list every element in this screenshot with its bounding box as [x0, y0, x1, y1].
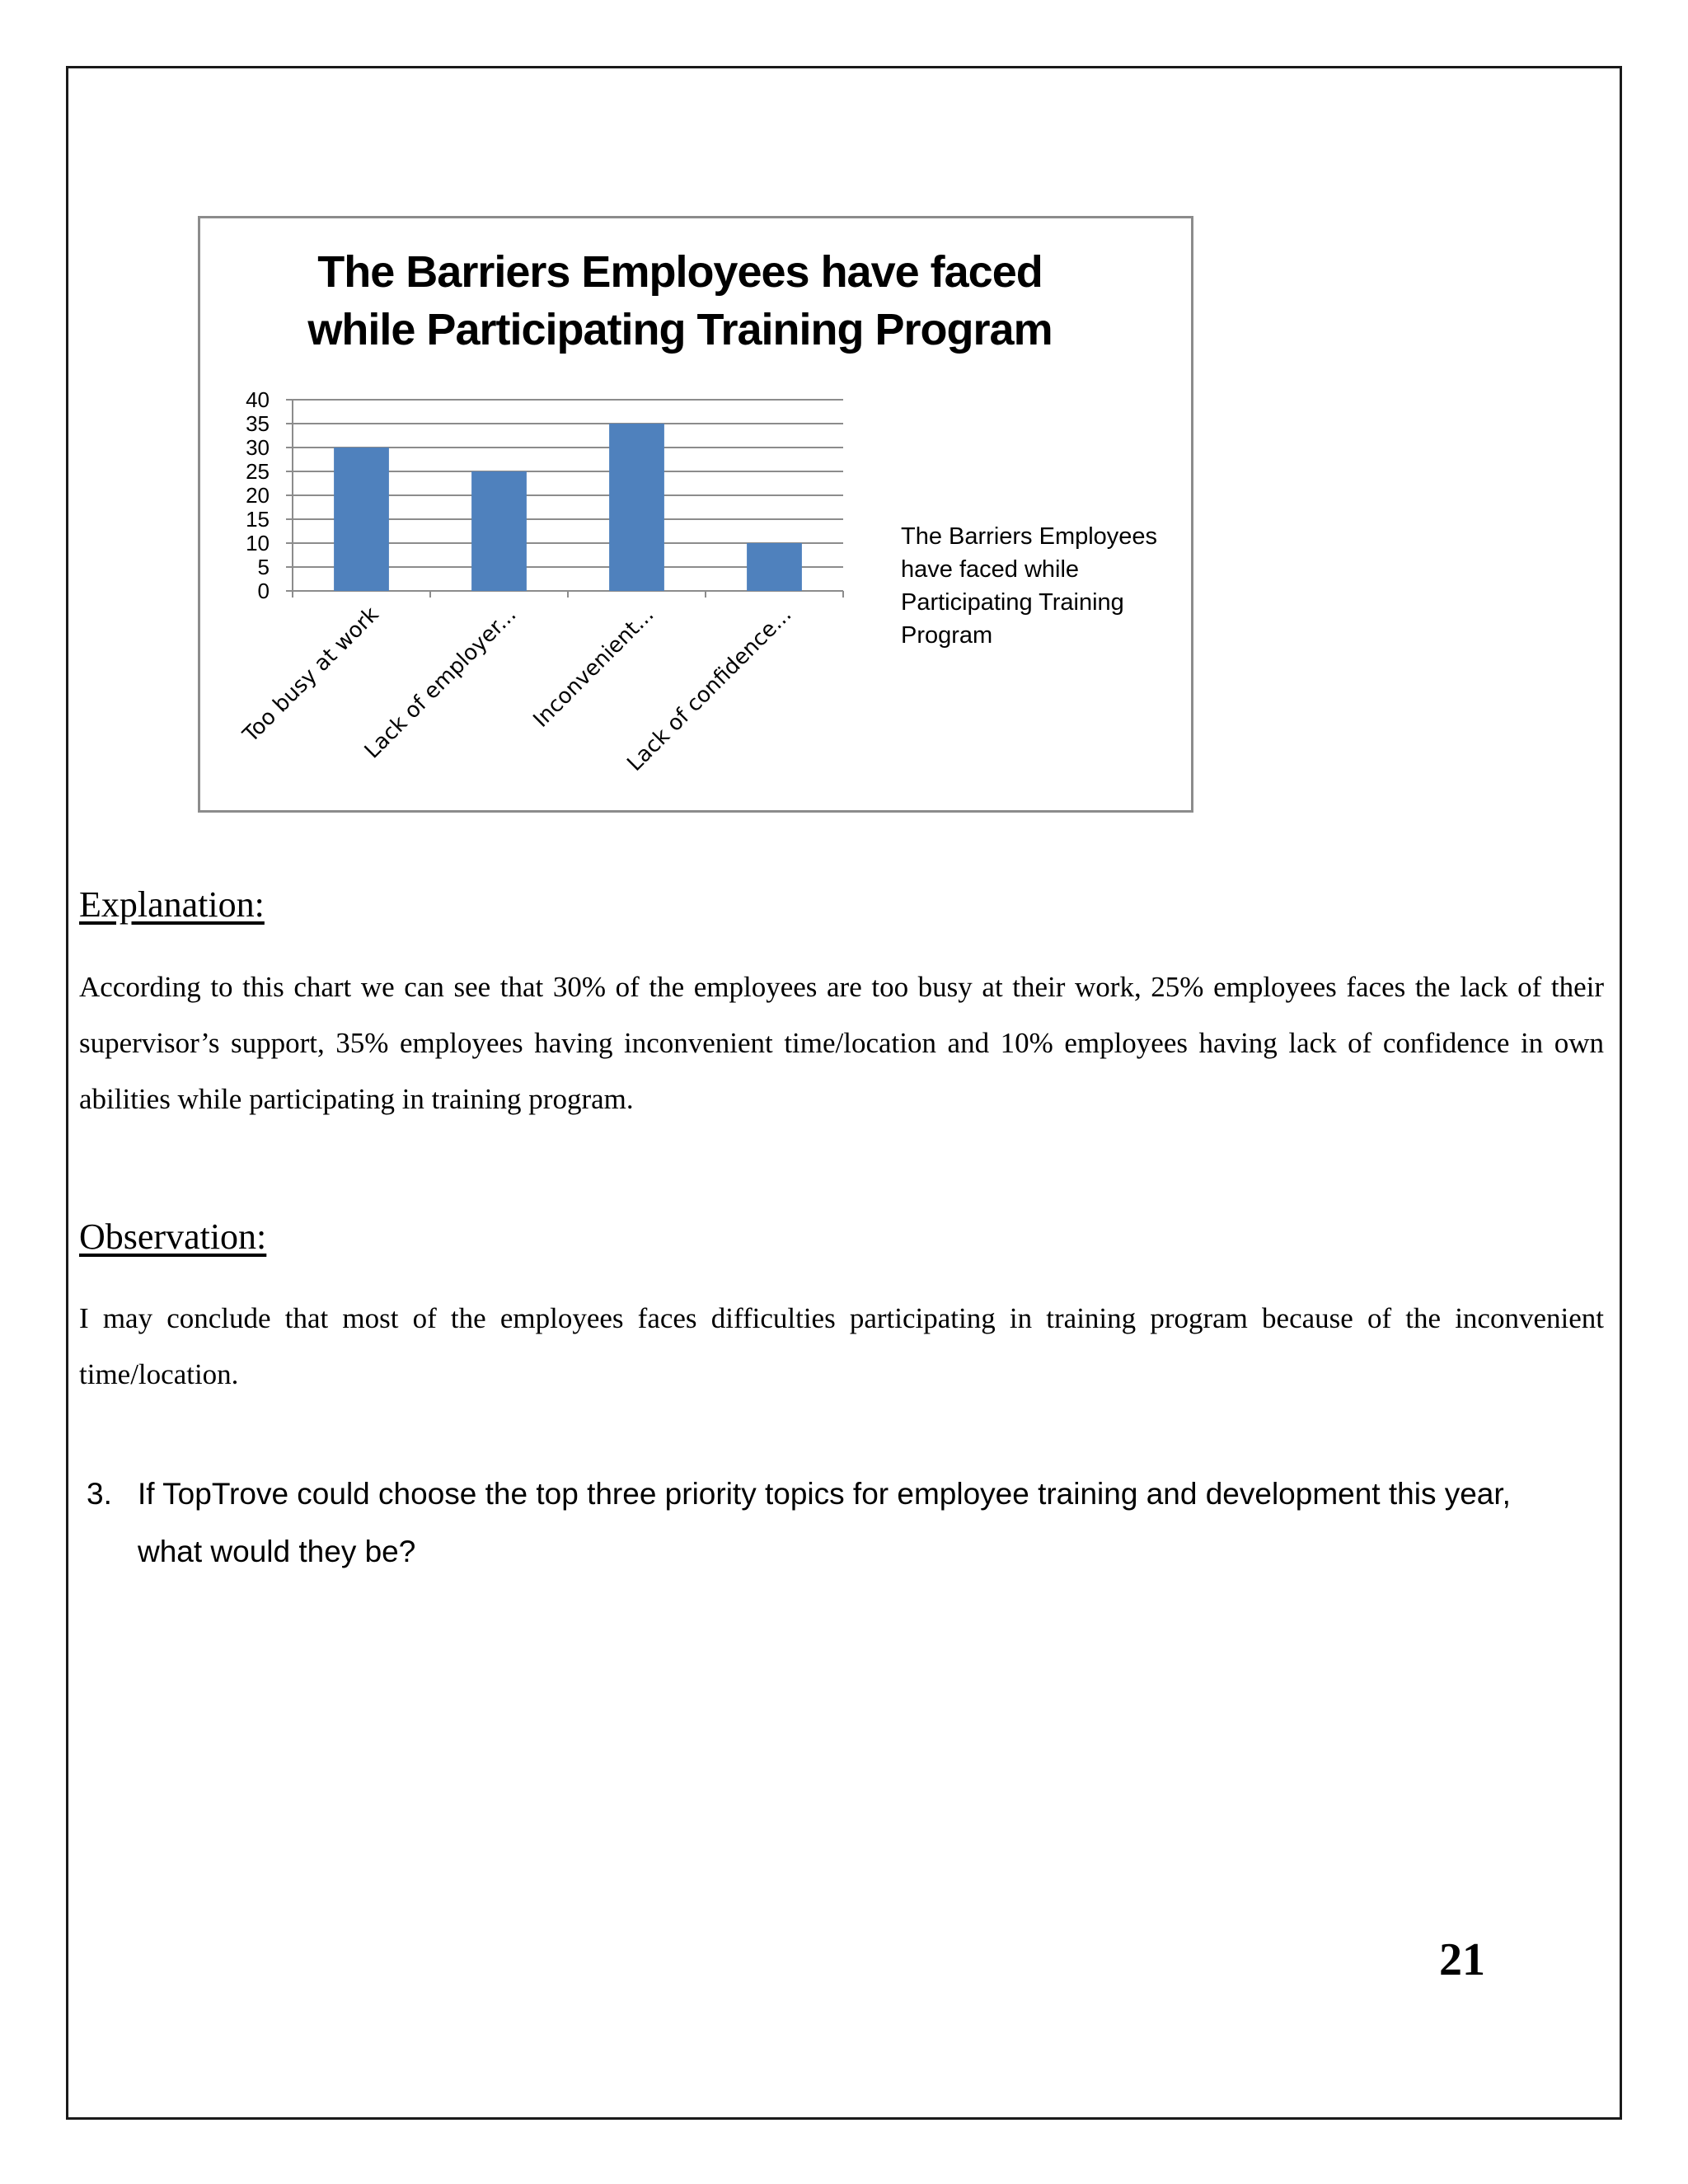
question-text: If TopTrove could choose the top three priority topics for employee training and development this year, what would they be? [138, 1477, 1511, 1568]
y-tick-label-15: 15 [246, 507, 270, 532]
y-tick-label-20: 20 [246, 483, 270, 508]
y-tick-label-5: 5 [257, 555, 270, 579]
x-category-label-3: Inconvenient... [528, 602, 659, 733]
observation-heading: Observation: [79, 1216, 267, 1257]
chart-title-line-2: while Participating Training Program [307, 305, 1053, 354]
y-tick-label-40: 40 [246, 387, 270, 412]
y-tick-label-0: 0 [257, 579, 270, 603]
question-3 [87, 1465, 1562, 1581]
explanation-heading: Explanation: [79, 884, 265, 925]
bar-3 [609, 424, 664, 591]
chart-plot [200, 218, 1191, 810]
observation-text: I may conclude that most of the employees faces difficulties participating in training program because of the inconvenient time/location. [79, 1302, 1604, 1390]
chart-legend: The Barriers Employees have faced while Participating Training Program [901, 523, 1158, 649]
x-category-label-2: Lack of employer... [359, 602, 522, 764]
page-number: 21 [1439, 1934, 1485, 1985]
bar-1 [334, 448, 389, 591]
chart-title-line-1: The Barriers Employees have faced [317, 247, 1043, 297]
bar-2 [471, 471, 527, 591]
y-tick-label-35: 35 [246, 411, 270, 436]
bar-chart [198, 216, 1193, 813]
bar-4 [747, 543, 802, 591]
y-tick-label-25: 25 [246, 459, 270, 484]
y-tick-label-30: 30 [246, 435, 270, 460]
question-number: 3. [87, 1477, 112, 1511]
x-category-label-1: Too busy at work [238, 602, 384, 748]
x-category-label-4: Lack of confidence... [622, 602, 797, 776]
y-tick-label-10: 10 [246, 531, 270, 555]
explanation-text: According to this chart we can see that 30% of the employees are too busy at their work, 25% employees faces the lack of their supervisor’s support, 35% employees having inconvenient time/location and 10% employees having lack of confidence in own abilities while participating in training program. [79, 971, 1604, 1115]
